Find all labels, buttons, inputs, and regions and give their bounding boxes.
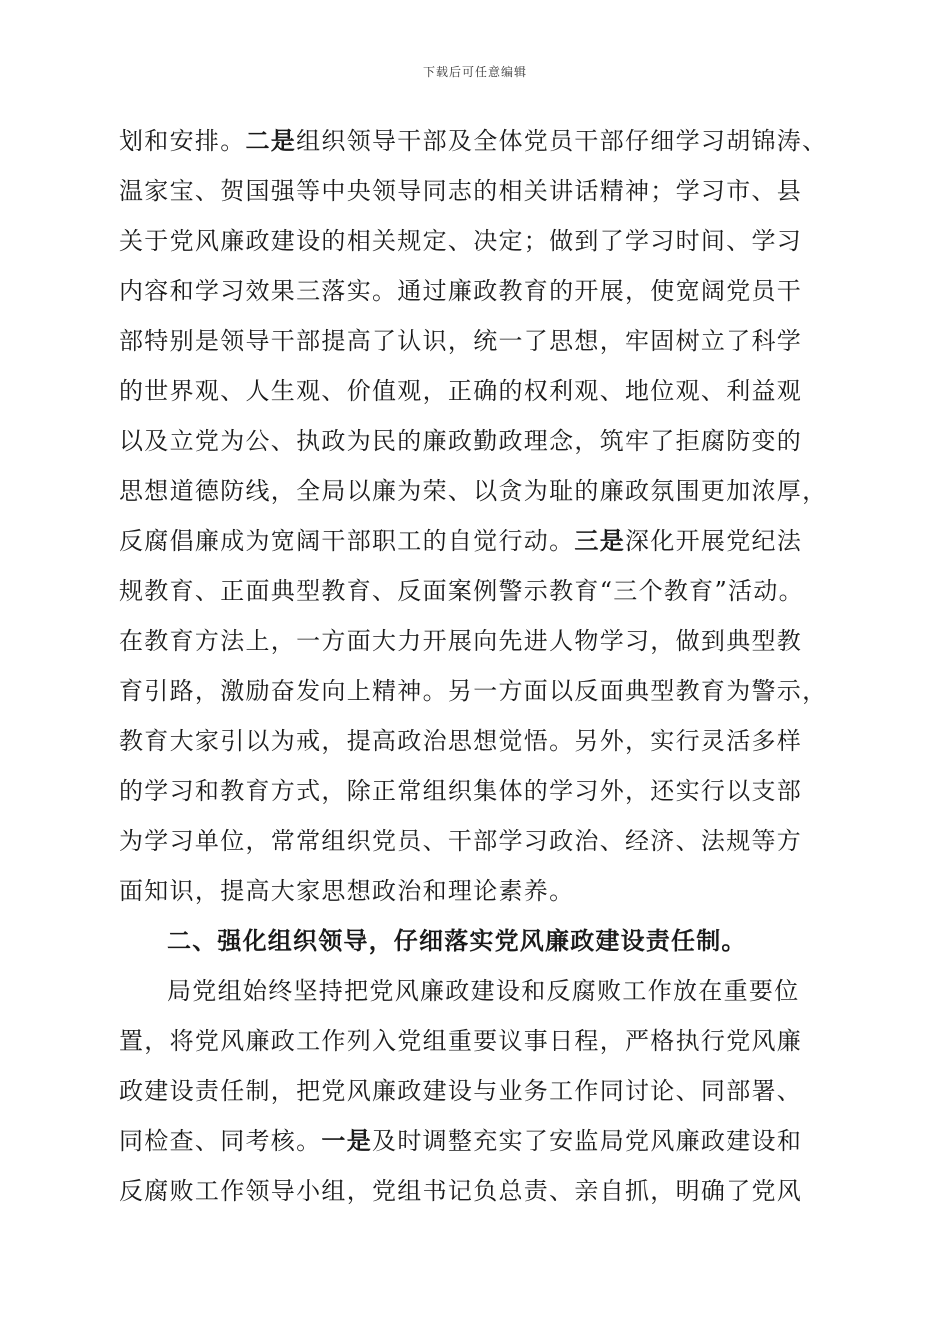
line-text: 组织领导干部及全体党员干部仔细学习胡锦涛、 — [296, 127, 828, 155]
body-line — [119, 1116, 831, 1166]
body-line: 局党组始终坚持把党风廉政建设和反腐败工作放在重要位 — [167, 977, 800, 1005]
body-line: 的学习和教育方式，除正常组织集体的学习外，还实行以支部 — [119, 777, 803, 805]
body-line: 温家宝、贺国强等中央领导同志的相关讲话精神；学习市、县 — [119, 177, 803, 205]
keyword-emphasis: 三是 — [574, 526, 626, 555]
section-heading: 二、强化组织领导，仔细落实党风廉政建设责任制。 — [167, 926, 747, 955]
body-line: 内容和学习效果三落实。通过廉政教育的开展，使宽阔党员干 — [119, 277, 803, 305]
line-text: 深化开展党纪法 — [625, 527, 803, 555]
line-text: 同检查、同考核。 — [119, 1127, 322, 1155]
body-line — [119, 516, 831, 566]
line-text: 划和安排。 — [119, 127, 246, 155]
body-line — [119, 116, 831, 166]
body-line: 部特别是领导干部提高了认识，统一了思想，牢固树立了科学 — [119, 327, 803, 355]
body-line: 关于党风廉政建设的相关规定、决定；做到了学习时间、学习 — [119, 227, 803, 255]
keyword-emphasis: 一是 — [321, 1126, 373, 1155]
body-line: 为学习单位，常常组织党员、干部学习政治、经济、法规等方 — [119, 827, 803, 855]
body-line: 教育大家引以为戒，提高政治思想觉悟。另外，实行灵活多样 — [119, 727, 803, 755]
document-body — [119, 116, 831, 1216]
page-header: 下载后可任意编辑 — [422, 65, 527, 79]
keyword-emphasis: 二是 — [245, 126, 297, 155]
body-line: 思想道德防线，全局以廉为荣、以贪为耻的廉政氛围更加浓厚， — [119, 477, 828, 505]
line-text: 反腐倡廉成为宽阔干部职工的自觉行动。 — [119, 527, 575, 555]
body-line: 置，将党风廉政工作列入党组重要议事日程，严格执行党风廉 — [119, 1027, 803, 1055]
body-line: 面知识，提高大家思想政治和理论素养。 — [119, 877, 575, 905]
line-text: 及时调整充实了安监局党风廉政建设和 — [372, 1127, 803, 1155]
body-line: 育引路，激励奋发向上精神。另一方面以反面典型教育为警示， — [119, 677, 828, 705]
body-line: 在教育方法上，一方面大力开展向先进人物学习，做到典型教 — [119, 627, 803, 655]
body-line: 规教育、正面典型教育、反面案例警示教育“三个教育”活动。 — [119, 577, 804, 605]
body-line: 政建设责任制，把党风廉政建设与业务工作同讨论、同部署、 — [119, 1077, 803, 1105]
body-line: 的世界观、人生观、价值观，正确的权利观、地位观、利益观 — [119, 377, 803, 405]
body-line: 以及立党为公、执政为民的廉政勤政理念，筑牢了拒腐防变的 — [119, 427, 803, 455]
body-line: 反腐败工作领导小组，党组书记负总责、亲自抓，明确了党风 — [119, 1177, 803, 1205]
